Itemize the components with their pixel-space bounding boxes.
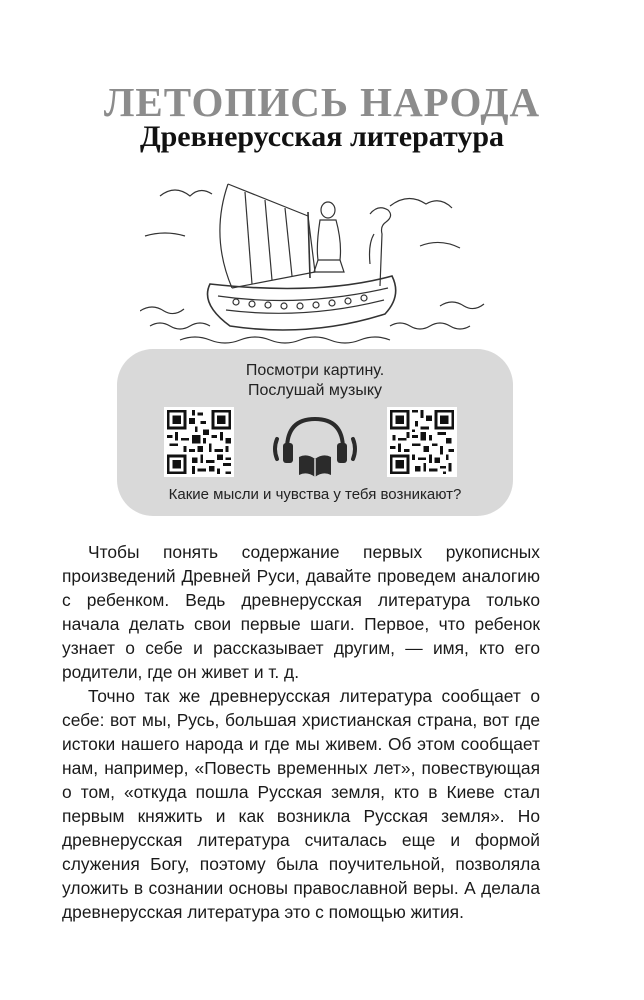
page-title: ЛЕТОПИСЬ НАРОДА <box>103 79 541 125</box>
qr-code-icon[interactable] <box>164 407 234 477</box>
panel-line-listen: Послушай музыку <box>247 382 383 399</box>
article-body <box>62 540 540 924</box>
ship-with-saint-illustration <box>140 176 485 348</box>
paragraph: Чтобы понять содержание первых рукописных произведений Древней Руси, давайте проведем аналогию с ребенком. Ведь древнерусская литература только начала делать свои первые шаги. Первое, что ребенок узнает о себе и рассказывает другим, — имя, кто его родители, где он живет и т. д. <box>62 542 540 682</box>
paragraph: Точно так же древнерусская литература сообщает о себе: вот мы, Русь, большая христианская страна, вот где истоки нашего народа и где мы живем. Об этом сообщает нам, например, «Повесть временных лет», повествующая о том, «откуда пошла Русская земля, кто в Киеве стал первым княжить и как возникла Русская земля». Но древнерусская литература считалась еще и формой служения Богу, поэтому была поучительной, позволяла уложить в сознании основы православной веры. А делала древнерусская литература это с помощью жития. <box>62 686 540 922</box>
panel-question: Какие мысли и чувства у тебя возникают? <box>168 486 462 503</box>
panel-line-look: Посмотри картину. <box>245 362 385 379</box>
headphones-book-icon <box>269 409 361 481</box>
media-panel <box>117 349 513 516</box>
qr-code-icon[interactable] <box>387 407 457 477</box>
page-subtitle: Древнерусская литература <box>139 120 505 153</box>
